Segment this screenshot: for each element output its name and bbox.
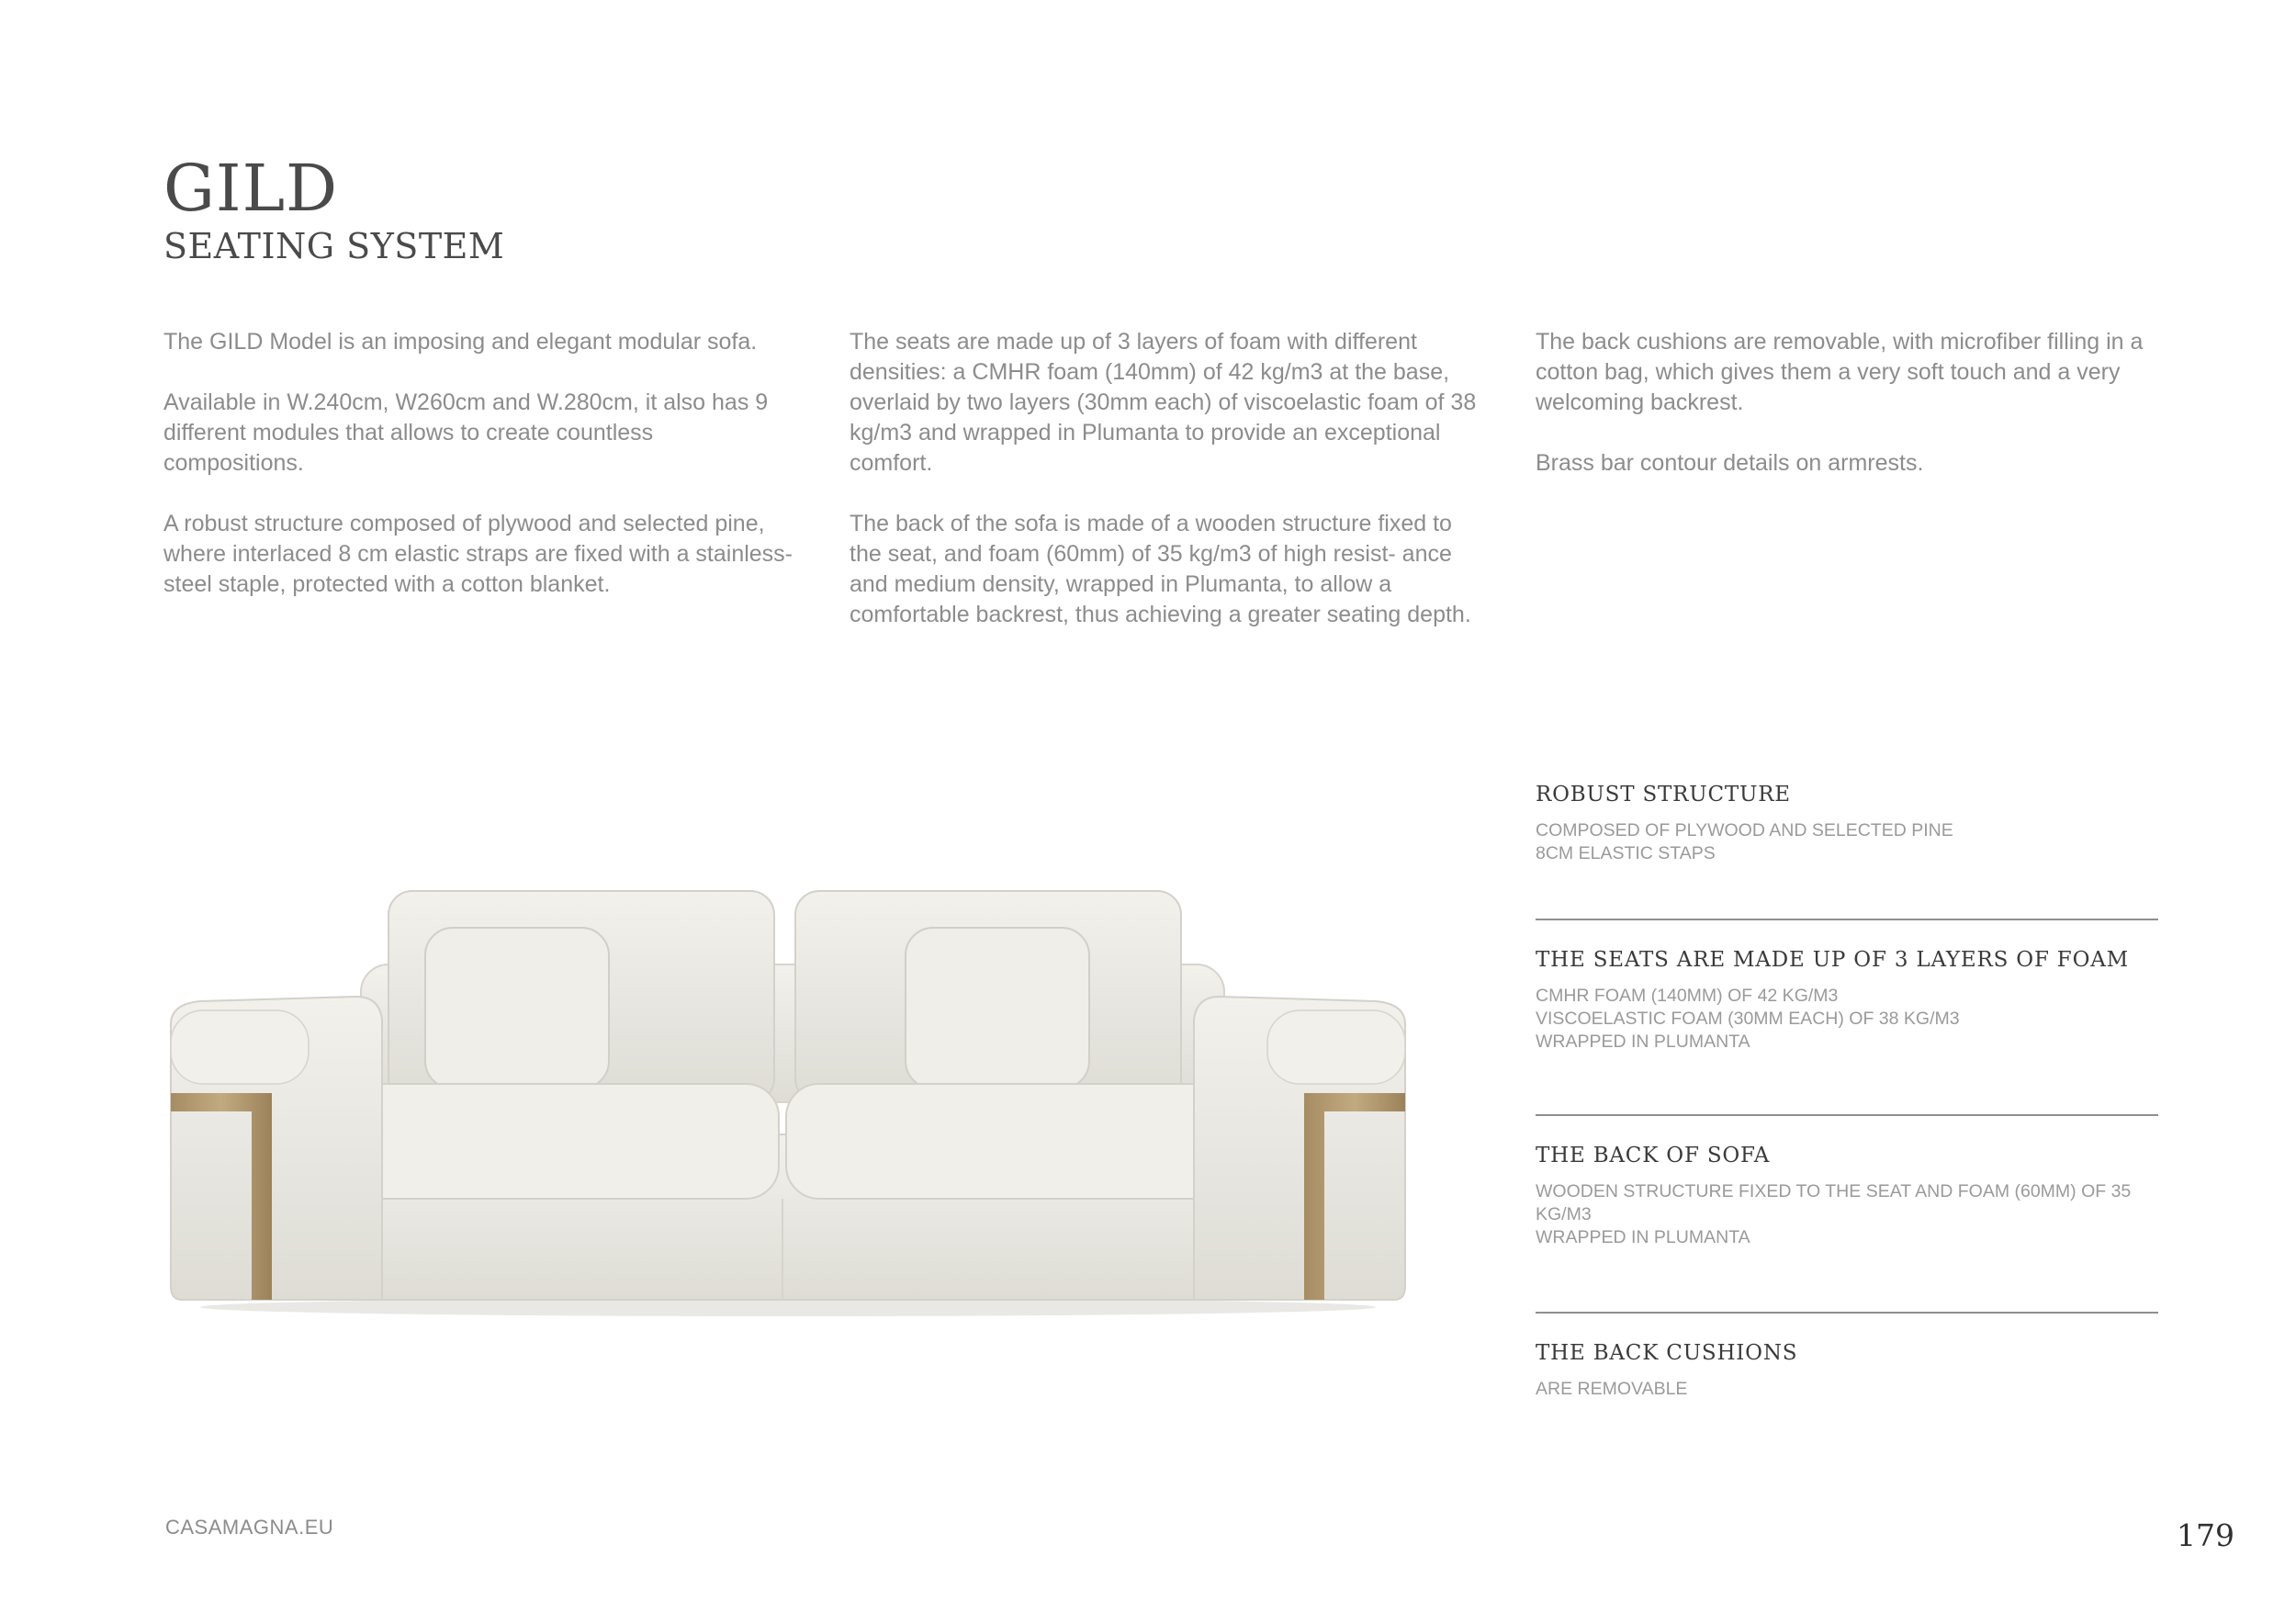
paragraph: Available in W.240cm, W260cm and W.280cm, it also has 9 different modules that allows to create countless compositions. — [163, 389, 769, 476]
page-title: GILD — [163, 151, 339, 226]
description-column-3 — [1536, 327, 2169, 509]
feature-detail-line: CMHR FOAM (140MM) OF 42 KG/M3 — [1536, 986, 1839, 1006]
feature-details — [1536, 1180, 2158, 1249]
feature-details — [1536, 1378, 2158, 1401]
paragraph: The back of the sofa is made of a wooden structure fixed to the seat, and foam (60mm) of 35 kg/m3 of high resist- ance and medium density, wrapped in Plumanta, to allow a comfortable backrest, thus achieving a greater seating depth. — [850, 511, 1471, 627]
divider — [1536, 1312, 2158, 1314]
paragraph: A robust structure composed of plywood and selected pine, where interlaced 8 cm elastic straps are fixed with a stainless-steel staple, protected with a cotton blanket. — [163, 511, 793, 597]
feature-details — [1536, 985, 2158, 1054]
feature-title: THE SEATS ARE MADE UP OF 3 LAYERS OF FOAM — [1536, 948, 2129, 972]
website-link[interactable]: CASAMAGNA.EU — [165, 1516, 334, 1539]
feature-back-cushions — [1536, 1339, 2158, 1401]
feature-title: THE BACK CUSHIONS — [1536, 1341, 1798, 1365]
paragraph: The GILD Model is an imposing and elegant modular sofa. — [163, 329, 758, 355]
feature-detail-line: ARE REMOVABLE — [1536, 1379, 1688, 1399]
feature-detail-line: WRAPPED IN PLUMANTA — [1536, 1227, 1750, 1247]
description-column-1 — [163, 327, 797, 630]
feature-details — [1536, 819, 2158, 865]
feature-robust-structure — [1536, 781, 2158, 865]
feature-seat-foam-layers — [1536, 946, 2158, 1054]
feature-back-of-sofa — [1536, 1142, 2158, 1249]
description-column-2 — [850, 327, 1483, 660]
feature-detail-line: 8CM ELASTIC STAPS — [1536, 843, 1716, 863]
feature-detail-line: VISCOELASTIC FOAM (30MM EACH) OF 38 KG/M3 — [1536, 1009, 1960, 1029]
divider — [1536, 1114, 2158, 1116]
feature-title: THE BACK OF SOFA — [1536, 1144, 1771, 1167]
feature-detail-line: COMPOSED OF PLYWOOD AND SELECTED PINE — [1536, 820, 1953, 840]
feature-detail-line: WOODEN STRUCTURE FIXED TO THE SEAT AND FOAM (60MM) OF 35 KG/M3 — [1536, 1181, 2132, 1224]
paragraph: Brass bar contour details on armrests. — [1536, 450, 1924, 476]
sofa-image — [163, 868, 1412, 1318]
page-number: 179 — [2177, 1517, 2234, 1553]
feature-title: ROBUST STRUCTURE — [1536, 783, 1791, 806]
page-subtitle: SEATING SYSTEM — [163, 226, 505, 266]
feature-detail-line: WRAPPED IN PLUMANTA — [1536, 1032, 1750, 1052]
paragraph: The back cushions are removable, with microfiber filling in a cotton bag, which gives them a very soft touch and a very welcoming backrest. — [1536, 329, 2144, 415]
paragraph: The seats are made up of 3 layers of foam with different densities: a CMHR foam (140mm) of 42 kg/m3 at the base, overlaid by two layers (30mm each) of viscoelastic foam of 38 kg/m3 and wrapped in Plumanta to provide an exceptional comfort. — [850, 329, 1477, 476]
divider — [1536, 919, 2158, 920]
